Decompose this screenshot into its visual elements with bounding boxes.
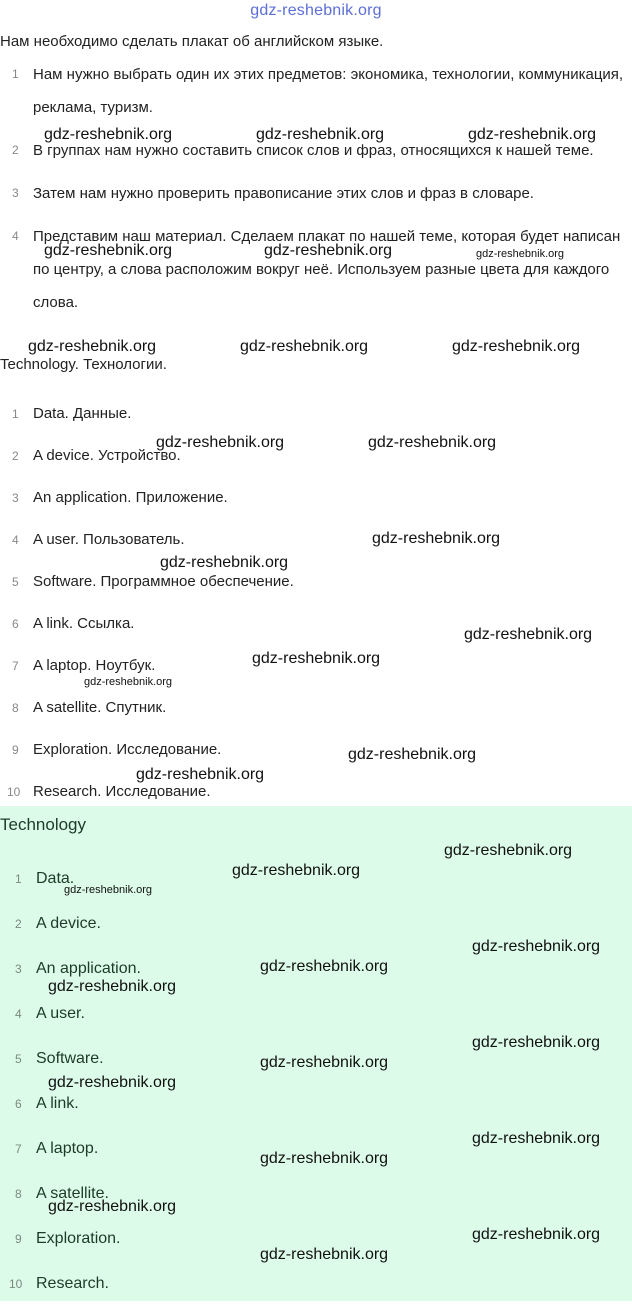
watermark-text: gdz-reshebnik.org [44,126,173,143]
section-title: Technology. Технологии. [0,356,167,373]
item-number: 1 [12,407,19,421]
item-text: A user. Пользователь. [33,531,185,548]
item-text: A device. [36,915,101,932]
watermark-text: gdz-reshebnik.org [260,1246,389,1263]
item-number: 6 [12,617,19,631]
item-number: 5 [12,575,19,589]
item-text: A satellite. [36,1185,109,1202]
list-item [0,566,632,608]
item-number: 8 [12,701,19,715]
item-text: Exploration. [36,1230,121,1247]
watermark-text: gdz-reshebnik.org [476,248,565,260]
item-text: A device. Устройство. [33,447,181,464]
list-item [0,440,632,482]
item-number: 3 [12,491,19,505]
list-item [0,692,632,734]
list-item [0,482,632,524]
watermark-text: gdz-reshebnik.org [64,884,153,896]
item-number: 4 [12,533,19,547]
watermark-text: gdz-reshebnik.org [444,842,573,859]
item-text: Data. Данные. [33,405,132,422]
watermark-text: gdz-reshebnik.org [372,530,501,547]
item-text: An application. Приложение. [33,489,228,506]
item-number: 1 [12,67,19,81]
list-item [0,177,632,210]
watermark-text: gdz-reshebnik.org [368,434,497,451]
watermark-text: gdz-reshebnik.org [156,434,285,451]
item-number: 9 [15,1232,22,1246]
item-text: Затем нам нужно проверить правописание этих слов и фраз в словаре. [33,185,534,202]
watermark-text: gdz-reshebnik.org [48,1074,177,1091]
item-number: 2 [12,449,19,463]
item-text: A link. Ссылка. [33,615,135,632]
item-text: A user. [36,1005,85,1022]
intro-text: Нам необходимо сделать плакат об английском языке. [0,33,384,50]
watermark-text: gdz-reshebnik.org [84,676,173,688]
list-item [0,734,632,776]
item-text: A link. [36,1095,79,1112]
item-text: Research. Исследование. [33,783,211,800]
item-number: 10 [7,785,21,799]
watermark-text: gdz-reshebnik.org [28,338,157,355]
watermark-text: gdz-reshebnik.org [48,1198,177,1215]
watermark-text: gdz-reshebnik.org [136,766,265,783]
watermark-text: gdz-reshebnik.org [452,338,581,355]
item-number: 8 [15,1187,22,1201]
watermark-text: gdz-reshebnik.org [468,126,597,143]
item-number: 1 [15,872,22,886]
site-label[interactable]: gdz-reshebnik.org [250,2,382,19]
item-number: 4 [15,1007,22,1021]
watermark-text: gdz-reshebnik.org [48,978,177,995]
list-item [0,220,632,319]
item-text: Software. [36,1050,104,1067]
watermark-text: gdz-reshebnik.org [464,626,593,643]
watermark-text: gdz-reshebnik.org [232,862,361,879]
watermark-text: gdz-reshebnik.org [260,1150,389,1167]
watermark-text: gdz-reshebnik.org [472,938,601,955]
watermark-text: gdz-reshebnik.org [44,242,173,259]
item-number: 10 [9,1277,23,1291]
watermark-text: gdz-reshebnik.org [472,1034,601,1051]
item-number: 4 [12,229,19,243]
item-text: В группах нам нужно составить список слов и фраз, относящихся к нашей теме. [33,142,594,159]
watermark-text: gdz-reshebnik.org [240,338,369,355]
item-text: Нам нужно выбрать один их этих предметов: экономика, технологии, коммуникация, реклама, туризм. [33,66,624,116]
watermark-text: gdz-reshebnik.org [260,1054,389,1071]
item-number: 2 [15,917,22,931]
watermark-text: gdz-reshebnik.org [348,746,477,763]
list-item [0,524,632,566]
item-text: Представим наш материал. Сделаем плакат по нашей теме, которая будет написан по центру, а слова расположим вокруг неё. Используем разные цвета для каждого слова. [33,228,621,311]
item-number: 2 [12,143,19,157]
watermark-text: gdz-reshebnik.org [264,242,393,259]
list-item [0,1089,632,1134]
item-text: Exploration. Исследование. [33,741,222,758]
item-text: Software. Программное обеспечение. [33,573,294,590]
item-number: 3 [15,962,22,976]
item-text: Research. [36,1275,109,1292]
list-item [0,398,632,440]
item-number: 5 [15,1052,22,1066]
item-number: 9 [12,743,19,757]
item-text: Data. [36,870,75,887]
item-number: 6 [15,1097,22,1111]
list-item [0,58,632,124]
item-number: 7 [12,659,19,673]
watermark-text: gdz-reshebnik.org [472,1130,601,1147]
watermark-text: gdz-reshebnik.org [472,1226,601,1243]
item-number: 3 [12,186,19,200]
item-number: 7 [15,1142,22,1156]
steps-list [0,58,632,319]
item-text: An application. [36,960,141,977]
item-text: A laptop. Ноутбук. [33,657,156,674]
watermark-text: gdz-reshebnik.org [252,650,381,667]
watermark-text: gdz-reshebnik.org [256,126,385,143]
poster-title: Technology [0,815,87,834]
list-item [0,1269,632,1314]
watermark-text: gdz-reshebnik.org [260,958,389,975]
vocab-list [0,398,632,818]
watermark-text: gdz-reshebnik.org [160,554,289,571]
item-text: A satellite. Спутник. [33,699,167,716]
item-text: A laptop. [36,1140,99,1157]
